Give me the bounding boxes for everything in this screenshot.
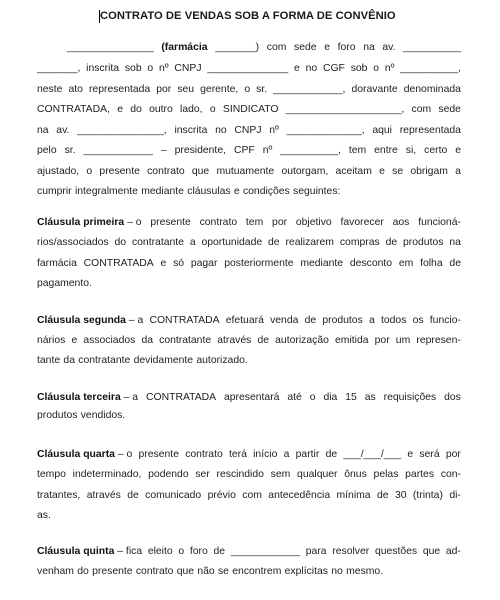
word: CGF bbox=[322, 63, 345, 74]
word: rescindido bbox=[216, 469, 264, 480]
word: – a bbox=[125, 315, 144, 326]
word: os bbox=[412, 315, 424, 326]
word: de bbox=[268, 237, 280, 248]
word: autorizado. bbox=[196, 355, 248, 366]
word: objetivo bbox=[295, 217, 332, 228]
word: ____________________, bbox=[285, 104, 405, 115]
word: o bbox=[244, 84, 251, 95]
clause-line bbox=[37, 276, 461, 291]
word: por bbox=[272, 217, 288, 228]
word: por bbox=[445, 449, 461, 460]
word: no bbox=[331, 566, 343, 577]
word: questões bbox=[374, 546, 418, 557]
word: obrigam bbox=[410, 166, 448, 177]
word: da bbox=[63, 355, 75, 366]
word: o bbox=[373, 63, 380, 74]
word: nº bbox=[384, 63, 395, 74]
word: favorecer bbox=[340, 217, 384, 228]
word: farmácia bbox=[37, 258, 77, 269]
word: o bbox=[209, 104, 216, 115]
word: até bbox=[287, 392, 302, 403]
word: sede bbox=[294, 42, 317, 53]
word: ______________ bbox=[207, 63, 289, 74]
word: rios/associados bbox=[37, 237, 109, 248]
word: representada bbox=[88, 84, 151, 95]
word: e bbox=[379, 166, 385, 177]
word: foro bbox=[337, 42, 356, 53]
word: autorização bbox=[275, 335, 329, 346]
word: explícitas bbox=[284, 566, 328, 577]
word: – a bbox=[120, 392, 139, 403]
word: vendidos. bbox=[80, 410, 126, 421]
word: podendo bbox=[148, 469, 189, 480]
document-title: CONTRATO DE VENDAS SOB A FORMA DE CONVÊNIO bbox=[100, 10, 396, 22]
word: tratantes, bbox=[37, 490, 81, 501]
word: realizarem bbox=[285, 237, 334, 248]
word: sob bbox=[124, 63, 142, 74]
word: cumprir bbox=[37, 186, 72, 197]
clause-label: Cláusula primeira bbox=[37, 217, 125, 228]
word: CNPJ bbox=[234, 125, 262, 136]
word: aos bbox=[392, 217, 410, 228]
word: contrato bbox=[147, 166, 185, 177]
word: todos bbox=[380, 315, 407, 326]
word: o bbox=[86, 166, 93, 177]
word: indeterminado, bbox=[72, 469, 142, 480]
clause-head bbox=[37, 544, 142, 559]
word: oportunidade bbox=[201, 237, 263, 248]
word: partir bbox=[295, 449, 320, 460]
word: dos bbox=[444, 392, 461, 403]
word: se bbox=[392, 166, 404, 177]
word: de bbox=[385, 237, 398, 248]
word: no bbox=[305, 63, 318, 74]
word: outro bbox=[149, 104, 173, 115]
word: lado, bbox=[180, 104, 203, 115]
preamble-line bbox=[37, 61, 461, 76]
clause-line bbox=[37, 333, 461, 348]
word: (trinta) bbox=[412, 490, 443, 501]
clause-label: Cláusula quinta bbox=[37, 546, 115, 557]
word: outorgam, bbox=[281, 166, 329, 177]
clause-line bbox=[37, 390, 461, 405]
word: venda bbox=[270, 315, 299, 326]
word: ato bbox=[68, 84, 83, 95]
word: comunicado bbox=[145, 490, 202, 501]
word: 15 bbox=[345, 392, 357, 403]
clause-line bbox=[37, 408, 461, 423]
clause-label: Cláusula segunda bbox=[37, 315, 126, 326]
word: ____________, bbox=[273, 84, 346, 95]
word: nº bbox=[262, 145, 273, 156]
clause-label: Cláusula terceira bbox=[37, 392, 121, 403]
word: desconto bbox=[349, 258, 393, 269]
word: mediante bbox=[300, 258, 344, 269]
clause-label: Cláusula quarta bbox=[37, 449, 115, 460]
word: nº bbox=[269, 125, 279, 136]
word: de bbox=[213, 546, 226, 557]
word: e bbox=[160, 258, 167, 269]
word: CONTRATADA bbox=[146, 392, 217, 403]
clause-line bbox=[37, 467, 461, 482]
preamble-line bbox=[37, 184, 461, 199]
word: por bbox=[156, 84, 172, 95]
word: mesmo. bbox=[346, 566, 384, 577]
word: nº bbox=[159, 63, 169, 74]
word: presente bbox=[150, 217, 191, 228]
word: ___/___/___ bbox=[343, 449, 402, 460]
word: ônus bbox=[344, 469, 367, 480]
word: do bbox=[114, 237, 127, 248]
word: funcio- bbox=[429, 315, 461, 326]
word: venham bbox=[37, 566, 74, 577]
word: 30 bbox=[394, 490, 407, 501]
clause-line bbox=[37, 353, 461, 368]
word: representada bbox=[399, 125, 461, 136]
clause-line bbox=[37, 447, 461, 462]
word: posteriormente bbox=[224, 258, 294, 269]
word: antecedência bbox=[268, 490, 331, 501]
word: produtos bbox=[403, 237, 444, 248]
word: prévio bbox=[207, 490, 236, 501]
word: não bbox=[197, 566, 215, 577]
word: mínima bbox=[336, 490, 371, 501]
word: de bbox=[304, 315, 317, 326]
bold-word: (farmácia bbox=[161, 42, 208, 53]
word: a bbox=[455, 166, 461, 177]
clause-line bbox=[37, 564, 461, 579]
word: pelas bbox=[373, 469, 399, 480]
word: de bbox=[376, 490, 389, 501]
word: o bbox=[309, 392, 316, 403]
word: contrato bbox=[199, 217, 238, 228]
clause-line bbox=[37, 256, 461, 271]
word: di- bbox=[449, 490, 461, 501]
word: eleito bbox=[147, 546, 173, 557]
word: ad- bbox=[445, 546, 461, 557]
word: produtos bbox=[37, 410, 78, 421]
word: CONTRATADA bbox=[149, 315, 220, 326]
word: no bbox=[215, 125, 227, 136]
word: a bbox=[189, 237, 196, 248]
word: contrato bbox=[135, 566, 174, 577]
clause-line bbox=[37, 235, 461, 250]
word: sem bbox=[270, 469, 291, 480]
word: através bbox=[86, 490, 121, 501]
word: – o bbox=[114, 449, 133, 460]
preamble-line bbox=[37, 102, 461, 117]
word: si, bbox=[405, 145, 417, 156]
word: contratante bbox=[159, 335, 212, 346]
word: sr. bbox=[256, 84, 268, 95]
word: o bbox=[147, 63, 154, 74]
word: de bbox=[449, 258, 461, 269]
word: da bbox=[141, 335, 154, 346]
word: av. bbox=[56, 125, 70, 136]
word: ____________ bbox=[83, 145, 153, 156]
word: CONTRATADA bbox=[83, 258, 154, 269]
word: sob bbox=[350, 63, 368, 74]
word: contratante bbox=[131, 237, 184, 248]
word: que bbox=[191, 166, 210, 177]
word: – o bbox=[124, 217, 142, 228]
word: pagamento. bbox=[37, 278, 92, 289]
clause-line bbox=[37, 488, 461, 503]
word: folha bbox=[420, 258, 443, 269]
word: será bbox=[419, 449, 440, 460]
word: emitida bbox=[335, 335, 369, 346]
word: seguintes: bbox=[293, 186, 341, 197]
word: para bbox=[305, 546, 327, 557]
word: SINDICATO bbox=[222, 104, 279, 115]
word: efetuará bbox=[225, 315, 264, 326]
word: associados bbox=[83, 335, 136, 346]
word: _______________, bbox=[77, 125, 167, 136]
word: do bbox=[77, 566, 89, 577]
word: tem bbox=[348, 145, 367, 156]
word: e bbox=[324, 42, 330, 53]
clause-head bbox=[37, 313, 143, 328]
word: mutuamente bbox=[216, 166, 275, 177]
word: _____________, bbox=[286, 125, 365, 136]
word: se bbox=[217, 566, 229, 577]
word: de bbox=[127, 490, 139, 501]
word: CONTRATADA, bbox=[37, 104, 110, 115]
word: o bbox=[178, 546, 185, 557]
word: e bbox=[294, 63, 300, 74]
word: tempo bbox=[37, 469, 66, 480]
clause-line bbox=[37, 215, 461, 230]
word: aceitam bbox=[335, 166, 372, 177]
word: na bbox=[363, 42, 375, 53]
word: compras bbox=[339, 237, 380, 248]
clause-head bbox=[37, 447, 132, 462]
word: partes bbox=[405, 469, 435, 480]
word: pagar bbox=[190, 258, 218, 269]
word: devidamente bbox=[133, 355, 194, 366]
word: ajustado, bbox=[37, 166, 80, 177]
word: tante bbox=[37, 355, 61, 366]
word: e bbox=[455, 145, 461, 156]
word: inscrita bbox=[86, 63, 120, 74]
word: na bbox=[37, 125, 49, 136]
word: CNPJ bbox=[174, 63, 202, 74]
word: em bbox=[398, 258, 414, 269]
word: aqui bbox=[372, 125, 392, 136]
word: _______________ bbox=[67, 42, 154, 53]
word: inscrita bbox=[174, 125, 208, 136]
word: requisições bbox=[383, 392, 437, 403]
word: pelo bbox=[37, 145, 57, 156]
word: – fica bbox=[114, 546, 143, 557]
word: con- bbox=[440, 469, 461, 480]
word: presente bbox=[138, 449, 179, 460]
word: ser bbox=[195, 469, 210, 480]
word: com bbox=[411, 104, 432, 115]
word: CPF bbox=[233, 145, 255, 156]
word: e bbox=[71, 335, 78, 346]
word: nários bbox=[37, 335, 66, 346]
word: apresentará bbox=[223, 392, 280, 403]
preamble-line bbox=[37, 82, 461, 97]
word: encontrem bbox=[232, 566, 282, 577]
word: – bbox=[160, 145, 167, 156]
word: de bbox=[325, 449, 338, 460]
preamble-line bbox=[37, 40, 461, 55]
word: produtos bbox=[322, 315, 363, 326]
word: integralmente bbox=[74, 186, 138, 197]
word: do bbox=[130, 104, 142, 115]
word: certo bbox=[424, 145, 448, 156]
word: foro bbox=[189, 546, 208, 557]
word: dia bbox=[323, 392, 338, 403]
clause-head bbox=[37, 215, 142, 230]
word: cláusulas bbox=[187, 186, 231, 197]
word: doravante bbox=[351, 84, 398, 95]
word: e bbox=[233, 186, 240, 197]
clause-line bbox=[37, 508, 461, 523]
word: através bbox=[217, 335, 252, 346]
word: as. bbox=[37, 510, 51, 521]
word: início bbox=[253, 449, 278, 460]
word: seu bbox=[177, 84, 195, 95]
word: um bbox=[395, 335, 411, 346]
word: av. bbox=[382, 42, 396, 53]
word: presente bbox=[92, 566, 133, 577]
word: neste bbox=[37, 84, 63, 95]
preamble-line bbox=[37, 164, 461, 179]
word: só bbox=[173, 258, 185, 269]
word: _______) bbox=[215, 42, 260, 53]
word: por bbox=[374, 335, 390, 346]
clause-line bbox=[37, 313, 461, 328]
word: __________, bbox=[400, 63, 461, 74]
word: __________, bbox=[280, 145, 341, 156]
word: as bbox=[364, 392, 376, 403]
word: e bbox=[117, 104, 123, 115]
word: e bbox=[407, 449, 414, 460]
word: denominada bbox=[403, 84, 461, 95]
preamble-line bbox=[37, 123, 461, 138]
word: qualquer bbox=[297, 469, 338, 480]
word: sede bbox=[438, 104, 461, 115]
preamble-line bbox=[37, 143, 461, 158]
word: resolver bbox=[332, 546, 370, 557]
word: condições bbox=[242, 186, 290, 197]
clause-head bbox=[37, 390, 138, 405]
word: a bbox=[368, 315, 375, 326]
word: que bbox=[176, 566, 195, 577]
word: presidente, bbox=[174, 145, 226, 156]
word: sr. bbox=[64, 145, 76, 156]
word: que bbox=[422, 546, 441, 557]
word: represen- bbox=[416, 335, 461, 346]
word: mediante bbox=[141, 186, 184, 197]
word: ____________ bbox=[230, 546, 301, 557]
word: entre bbox=[374, 145, 398, 156]
word: de bbox=[257, 335, 270, 346]
word: _______, bbox=[37, 63, 81, 74]
word: contrato bbox=[185, 449, 223, 460]
word: tem bbox=[245, 217, 264, 228]
word: a bbox=[283, 449, 290, 460]
word: gerente, bbox=[200, 84, 239, 95]
clause-line bbox=[37, 544, 461, 559]
word: com bbox=[266, 42, 287, 53]
word: presente bbox=[99, 166, 140, 177]
word: contratante bbox=[78, 355, 131, 366]
word: terá bbox=[228, 449, 247, 460]
word: funcioná- bbox=[418, 217, 461, 228]
word: __________ bbox=[403, 42, 461, 53]
word: na bbox=[449, 237, 461, 248]
word: com bbox=[242, 490, 262, 501]
